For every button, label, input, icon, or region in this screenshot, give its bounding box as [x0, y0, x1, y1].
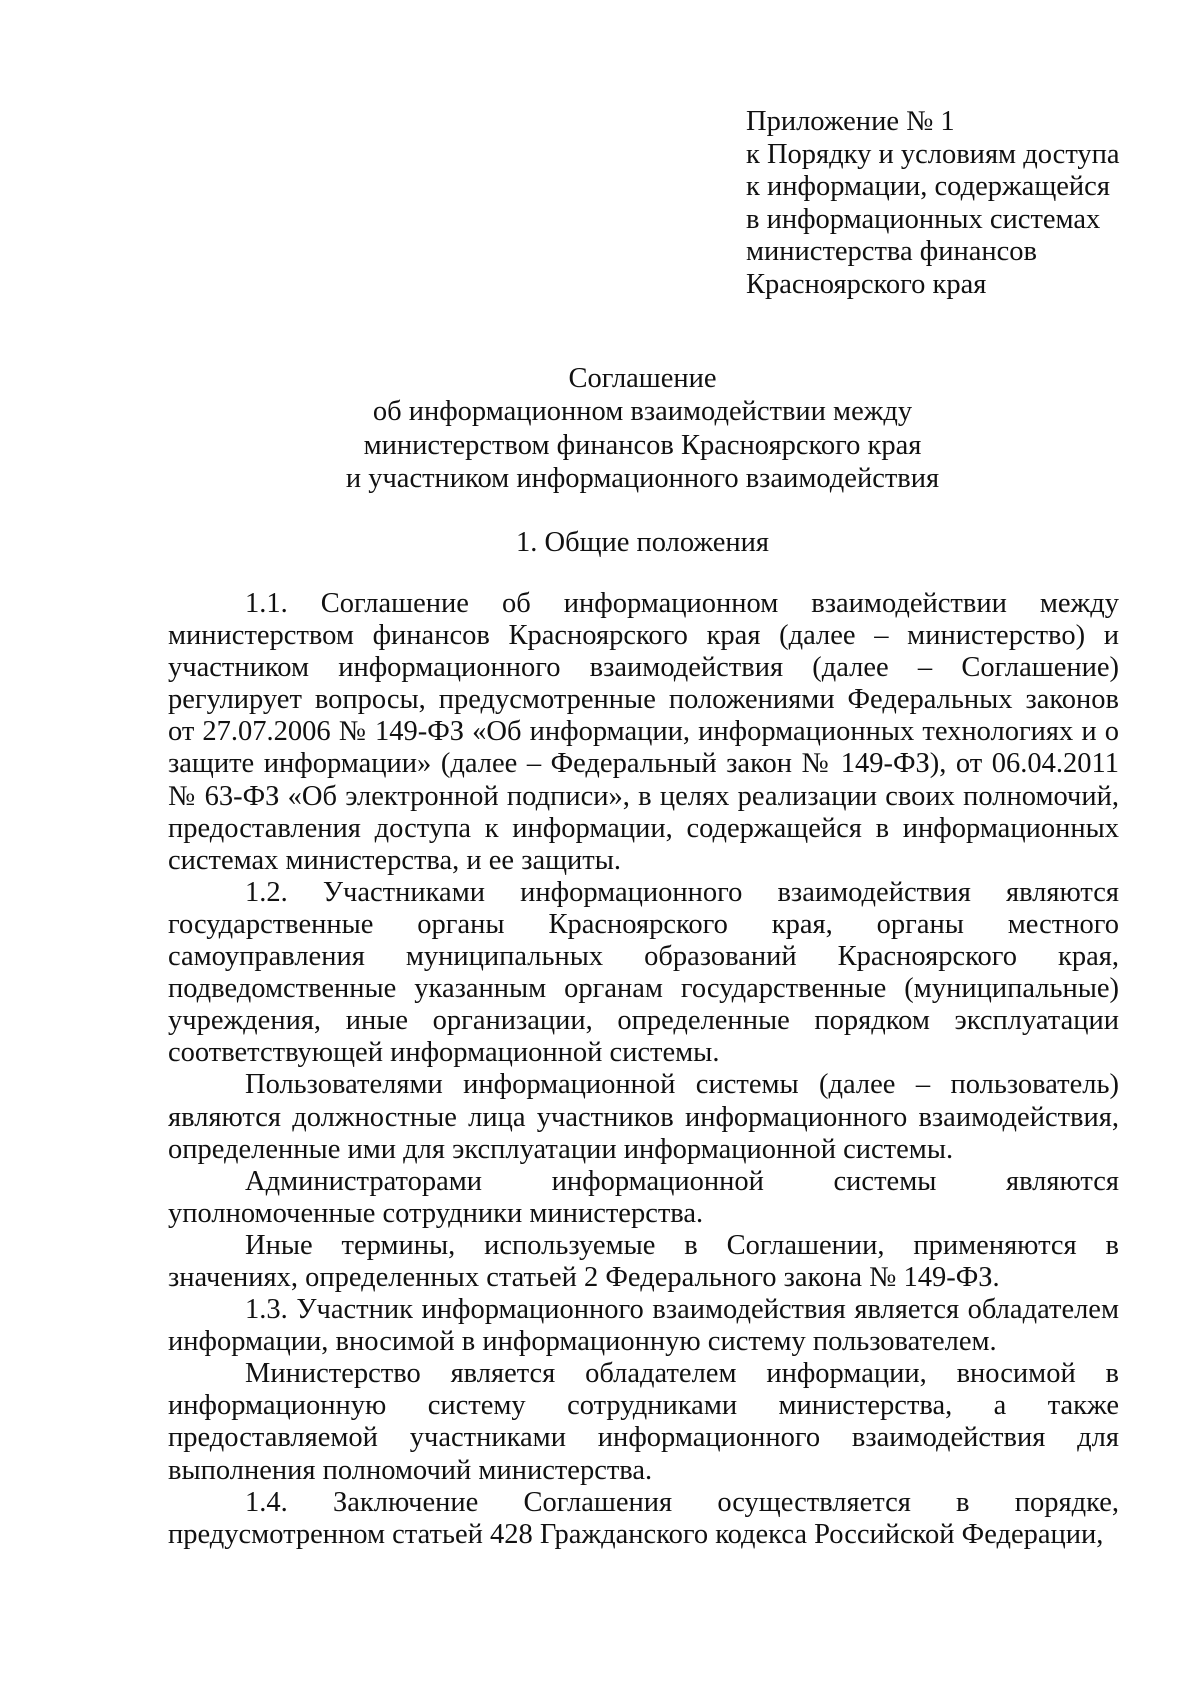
appendix-line: к информации, содержащейся: [746, 171, 1110, 203]
appendix-line: в информационных системах: [746, 203, 1101, 235]
title-line: и участником информационного взаимодействия: [345, 462, 940, 494]
section-heading: 1. Общие положения: [515, 527, 770, 558]
paragraph-ministry-owner: Министерство является обладателем информации, вносимой в информационную систему сотрудниками министерства, а также предоставляемой участниками информационного взаимодействия для выполнения полномочий министерства.: [168, 1358, 1119, 1486]
document-body: [168, 588, 1119, 1551]
title-line: Соглашение: [568, 363, 717, 394]
document-title: [170, 362, 1115, 495]
paragraph-1-1: 1.1. Соглашение об информационном взаимодействии между министерством финансов Красноярского края (далее – министерство) и участником информационного взаимодействия (далее – Соглашение) регулирует вопросы, предусмотренные положениями Федеральных законов от 27.07.2006 № 149-ФЗ «Об информации, информационных технологиях и о защите информации» (далее – Федеральный закон № 149-ФЗ), от 06.04.2011 № 63-ФЗ «Об электронной подписи», в целях реализации своих полномочий, предоставления доступа к информации, содержащейся в информационных системах министерства, и ее защиты.: [168, 588, 1119, 876]
paragraph-users: Пользователями информационной системы (далее – пользователь) являются должностные лица участников информационного взаимодействия, определенные ими для эксплуатации информационной системы.: [168, 1069, 1119, 1165]
appendix-reference: [746, 106, 1166, 302]
paragraph-1-2: 1.2. Участниками информационного взаимодействия являются государственные органы Красноярского края, органы местного самоуправления муниципальных образований Красноярского края, подведомственные указанным органам государственные (муниципальные) учреждения, иные организации, определенные порядком эксплуатации соответствующей информационной системы.: [168, 876, 1119, 1069]
appendix-line: министерства финансов: [746, 236, 1037, 268]
paragraph-terms: Иные термины, используемые в Соглашении, применяются в значениях, определенных статьей 2 Федерального закона № 149-ФЗ.: [168, 1229, 1119, 1293]
appendix-line: к Порядку и условиям доступа: [746, 138, 1120, 170]
title-line: министерством финансов Красноярского края: [363, 429, 922, 461]
paragraph-administrators: Администраторами информационной системы являются уполномоченные сотрудники министерства.: [168, 1165, 1119, 1229]
appendix-line: Приложение № 1: [746, 106, 955, 137]
appendix-line: Красноярского края: [746, 268, 987, 300]
paragraph-1-4: 1.4. Заключение Соглашения осуществляется в порядке, предусмотренном статьей 428 Гражданского кодекса Российской Федерации,: [168, 1486, 1119, 1550]
paragraph-1-3: 1.3. Участник информационного взаимодействия является обладателем информации, вносимой в информационную систему пользователем.: [168, 1294, 1119, 1358]
title-line: об информационном взаимодействии между: [372, 396, 913, 428]
